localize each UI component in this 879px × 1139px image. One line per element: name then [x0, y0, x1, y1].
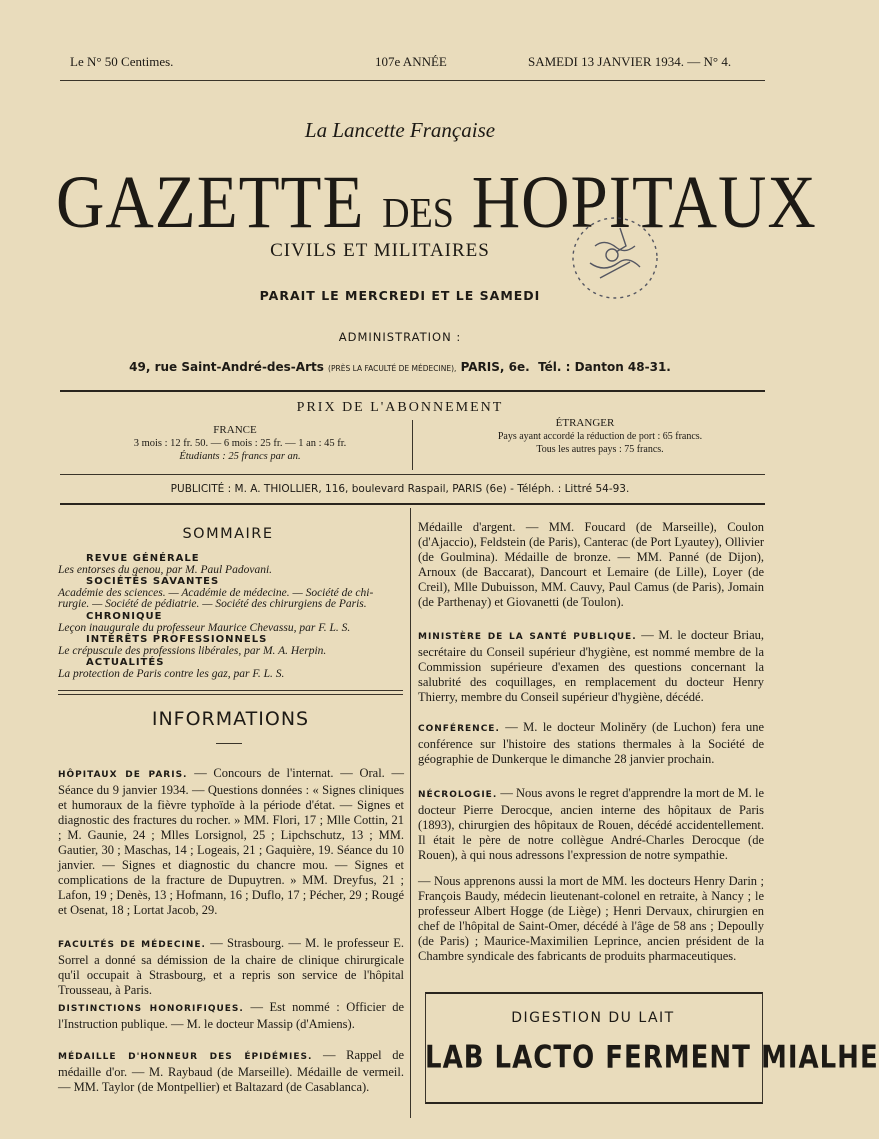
news-item-heading: MÉDAILLE D'HONNEUR DES ÉPIDÉMIES. — [58, 1052, 313, 1062]
sommaire-entry: La protection de Paris contre les gaz, par F. L. S. — [58, 668, 285, 680]
sommaire-rule-1 — [58, 690, 403, 691]
masthead-subtitle: La Lancette Française — [304, 118, 496, 142]
masthead-civils: CIVILS ET MILITAIRES — [270, 240, 490, 261]
publicite-rule — [60, 503, 765, 505]
news-item-text: — M. le docteur Briau, secrétaire du Conseil supérieur d'hygiène, est nommé membre de la Commission supérieure d'examen des questions concernant la salubrité des coquillages, en remplacement du docteur Henry Thierry, membre du Conseil supérieur d'hygiène, décédé. — [418, 628, 765, 704]
informations-title: INFORMATIONS — [151, 708, 310, 730]
sommaire-entry: rurgie. — Société de pédiatrie. — Société des chirurgiens de Paris. — [58, 598, 367, 611]
news-item — [418, 520, 764, 610]
issue-price: Le N° 50 Centimes. — [70, 54, 174, 69]
news-item — [58, 766, 404, 918]
issue-year: 107e ANNÉE — [375, 54, 447, 69]
news-item-heading: DISTINCTIONS HONORIFIQUES. — [58, 1004, 244, 1014]
title-gazette: GAZETTE — [56, 161, 365, 244]
advert-brand: LAB LACTO FERMENT MIALHE — [425, 1040, 879, 1076]
news-item — [418, 720, 764, 767]
news-item-text: — Est nommé : Officier de l'Instruction publique. — M. le docteur Massip (d'Amiens). — [58, 1000, 405, 1031]
sommaire-entry: Les entorses du genou, par M. Paul Padovani. — [58, 563, 273, 576]
sommaire-rule-2 — [58, 694, 403, 695]
sommaire-title: SOMMAIRE — [182, 526, 274, 542]
header-line — [70, 48, 760, 78]
news-item — [418, 628, 764, 705]
news-item-heading: CONFÉRENCE. — [418, 724, 500, 734]
news-item — [418, 874, 764, 964]
news-item-heading: HÔPITAUX DE PARIS. — [58, 770, 188, 780]
news-item-heading: MINISTÈRE DE LA SANTÉ PUBLIQUE. — [418, 632, 637, 642]
etranger-reduced: Pays ayant accordé la réduction de port : 65 francs. — [497, 431, 703, 442]
sommaire-category: CHRONIQUE — [86, 611, 163, 622]
news-item — [58, 936, 404, 998]
advertising-contact: PUBLICITÉ : M. A. THIOLLIER, 116, boulevard Raspail, PARIS (6e) - Téléph. : Littré 54-93. — [170, 483, 630, 495]
column-separator — [410, 508, 411, 1118]
title-des: DES — [382, 190, 454, 238]
news-item-text: — Concours de l'internat. — Oral. — Séance du 9 janvier 1934. — Questions données : « Signes cliniques et humoraux de la fièvre typhoïde à la période d'état. — Signes et diagnostic des fractures du rocher. » MM. Flori, 17 ; Mlle Cottin, 21 ; M. Gaunie, 24 ; Mlles Lorsignol, 25 ; Lipchschutz, 13 ; MM. Gautier, 30 ; Maschas, 14 ; Logeais, 21 ; Gaquière, 19. Séance du 10 janvier. — Signes et diagnostic du chancre mou. — Signes et complications de la fracture de Dupuytren. » MM. Dreyfus, 21 ; Lafon, 19 ; Denès, 13 ; Hofmann, 16 ; Duflo, 17 ; Pécher, 29 ; Rougé et Osenat, 18 ; Lortat Jacob, 29. — [58, 766, 405, 917]
sommaire-category: INTÉRÊTS PROFESSIONNELS — [86, 634, 268, 646]
news-item-heading: NÉCROLOGIE. — [418, 790, 498, 800]
news-item-heading: FACULTÉS DE MÉDECINE. — [58, 940, 206, 950]
administration-address: 49, rue Saint-André-des-Arts (PRÈS LA FACULTÉ DE MÉDECINE), PARIS, 6e. Tél. : Danton 48-31. — [129, 360, 671, 374]
sommaire-entry: Académie des sciences. — Académie de médecine. — Société de chi- — [58, 586, 374, 599]
advert-title: DIGESTION DU LAIT — [511, 1010, 675, 1026]
subscription-rule — [60, 474, 765, 475]
news-item-text: — Nous avons le regret d'apprendre la mort de M. le docteur Pierre Derocque, ancien interne des hôpitaux de Paris (1893), chirurgien des hôpitaux de Rouen, décédé accidentellement. Il était le père de notre collègue André-Charles Derocque (de Rouen), à qui nous adressons l'expression de notre sympathie. — [418, 786, 764, 862]
etranger-others: Tous les autres pays : 75 francs. — [536, 444, 664, 455]
sommaire-entry: Leçon inaugurale du professeur Maurice Chevassu, par F. L. S. — [58, 621, 351, 634]
sommaire-category: SOCIÉTÉS SAVANTES — [86, 576, 220, 588]
news-item — [58, 1000, 404, 1032]
administration-label: ADMINISTRATION : — [338, 330, 462, 344]
france-students: Étudiants : 25 francs par an. — [179, 451, 301, 462]
news-item-text: — Nous apprenons aussi la mort de MM. les docteurs Henry Darin ; François Baudy, médecin lieutenant-colonel en retraite, à Nancy ; le professeur Albert Hogge (de Liège) ; Henri Dervaux, chirurgien en chef de l'hôpital de Saint-Omer, décédé à l'âge de 58 ans ; Depoully (de Paris) ; Maurice-Maximilien Leprince, ancien président de la Chambre syndicale des fabricants de produits pharmaceutiques. — [418, 874, 764, 963]
sommaire-entry: Le crépuscule des professions libérales, par M. A. Herpin. — [58, 644, 327, 657]
publication-days: PARAIT LE MERCREDI ET LE SAMEDI — [259, 288, 541, 303]
library-stamp-icon — [560, 208, 670, 308]
subscription-divider — [412, 420, 413, 470]
sommaire-category: REVUE GÉNÉRALE — [86, 553, 200, 564]
news-item-text: Médaille d'argent. — MM. Foucard (de Marseille), Coulon (d'Ajaccio), Feldstein (de Paris), Canterac (de Port Lyautey), Ollivier (de Goulmina). Médaille de bronze. — MM. Panné (de Dijon), Arnoux (de Baccarat), Dancourt et Lemaire (de Lille), Loyer (de Creil), Mlle Dubuisson, MM. Cauvy, Paul Camus (de Paris), Jomain (de Parthenay) et Giovanetti (de Toulon). — [418, 520, 764, 609]
issue-date: SAMEDI 13 JANVIER 1934. — N° 4. — [528, 54, 732, 69]
france-prices: 3 mois : 12 fr. 50. — 6 mois : 25 fr. — 1 an : 45 fr. — [133, 438, 347, 449]
subscription-title: PRIX DE L'ABONNEMENT — [296, 400, 504, 415]
news-item — [418, 786, 764, 863]
france-heading: FRANCE — [213, 424, 257, 436]
header-rule — [60, 80, 765, 81]
sommaire-category: ACTUALITÉS — [86, 657, 165, 669]
masthead-rule — [60, 390, 765, 392]
news-item-text: — Rappel de médaille d'or. — M. Raybaud (de Marseille). Médaille de vermeil. — MM. Taylor (de Montpellier) et Baltazard (de Casablanca). — [58, 1048, 404, 1094]
title-hopitaux: HOPITAUX — [471, 161, 817, 244]
informations-rule — [216, 743, 242, 744]
news-item-text: — M. le docteur Moliněry (de Luchon) fera une conférence sur l'histoire des stations thermales à la Société de géographie de Dunkerque le dimanche 28 janvier prochain. — [418, 720, 765, 766]
news-item-text: — Strasbourg. — M. le professeur E. Sorrel a donné sa démission de la chaire de clinique chirurgicale qu'il occupait à Strasbourg, et a repris son service de l'hôpital Trousseau, à Paris. — [58, 936, 405, 997]
etranger-heading: ÉTRANGER — [555, 417, 615, 429]
news-item — [58, 1048, 404, 1095]
